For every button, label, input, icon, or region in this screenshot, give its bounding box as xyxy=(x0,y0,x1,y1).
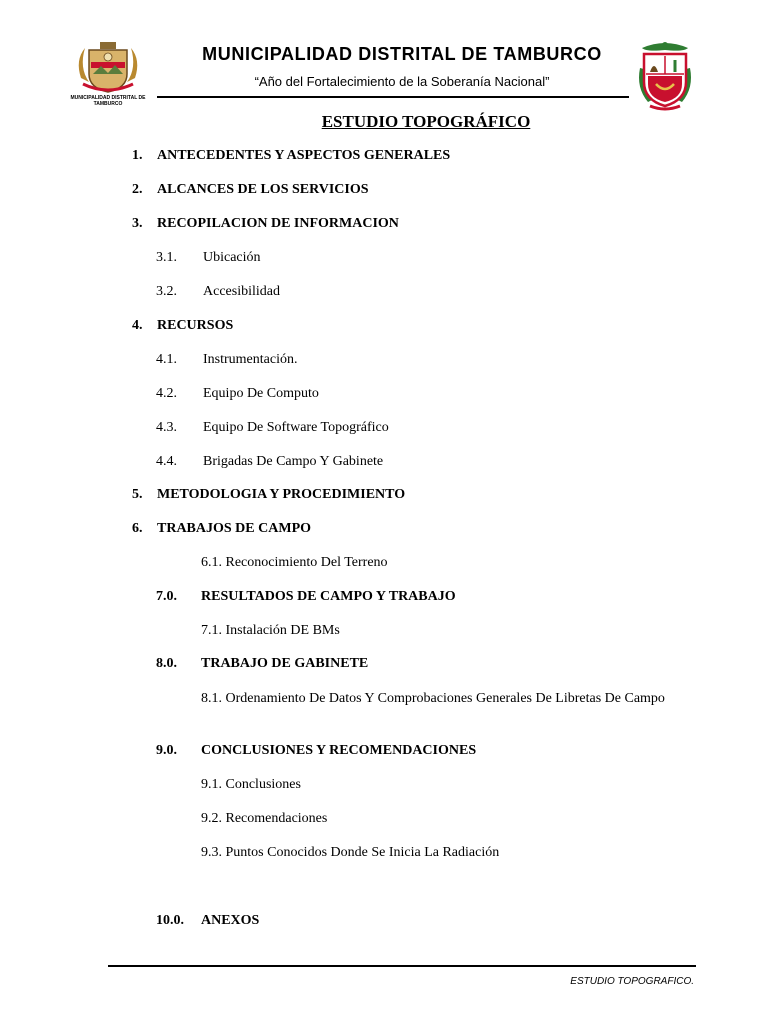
toc-label: 9.2. Recomendaciones xyxy=(201,811,328,826)
toc-label: RECOPILACION DE INFORMACION xyxy=(157,216,399,231)
toc-number: 9.0. xyxy=(156,743,177,758)
toc-label: ANEXOS xyxy=(201,913,260,928)
toc-label: CONCLUSIONES Y RECOMENDACIONES xyxy=(201,743,477,758)
toc-label: Equipo De Software Topográfico xyxy=(203,420,389,435)
toc-subsection-7-1 xyxy=(0,623,768,643)
toc-subsection-3-2 xyxy=(0,284,768,304)
toc-number: 4.3. xyxy=(156,420,177,435)
toc-section-3 xyxy=(0,216,768,236)
toc-label: Ubicación xyxy=(203,250,261,265)
toc-section-9 xyxy=(0,743,768,763)
toc-subsection-8-1: 8.1. Ordenamiento De Datos Y Comprobaciones Generales De Libretas De Campo xyxy=(201,691,665,706)
footer-divider xyxy=(108,965,696,967)
toc-number: 8.0. xyxy=(156,656,177,671)
toc-subsection-6-1 xyxy=(0,555,768,575)
toc-section-5 xyxy=(0,487,768,507)
toc-number: 4.2. xyxy=(156,386,177,401)
footer-text: ESTUDIO TOPOGRAFICO. xyxy=(570,976,694,987)
header-divider xyxy=(157,96,629,98)
toc-subsection-4-3 xyxy=(0,420,768,440)
toc-section-8 xyxy=(0,656,768,676)
peru-coat-of-arms-icon xyxy=(634,38,696,112)
toc-label: TRABAJO DE GABINETE xyxy=(201,656,369,671)
institution-name: MUNICIPALIDAD DISTRITAL DE TAMBURCO xyxy=(202,44,602,64)
toc-number: 3. xyxy=(132,216,143,231)
toc-number: 3.2. xyxy=(156,284,177,299)
toc-label: ALCANCES DE LOS SERVICIOS xyxy=(157,182,369,197)
toc-label: 9.1. Conclusiones xyxy=(201,777,301,792)
toc-label: Equipo De Computo xyxy=(203,386,319,401)
document-title: ESTUDIO TOPOGRÁFICO xyxy=(321,112,531,131)
toc-label: Accesibilidad xyxy=(203,284,280,299)
municipal-coat-of-arms-icon xyxy=(71,40,145,94)
toc-label: Instrumentación. xyxy=(203,352,298,367)
toc-number: 4.1. xyxy=(156,352,177,367)
municipal-logo xyxy=(66,40,150,107)
toc-section-4 xyxy=(0,318,768,338)
toc-label: 6.1. Reconocimiento Del Terreno xyxy=(201,555,388,570)
toc-section-2 xyxy=(0,182,768,202)
toc-label: METODOLOGIA Y PROCEDIMIENTO xyxy=(157,487,406,502)
toc-subsection-9-2 xyxy=(0,811,768,831)
toc-subsection-3-1 xyxy=(0,250,768,270)
toc-number: 7.0. xyxy=(156,589,177,604)
toc-subsection-4-2 xyxy=(0,386,768,406)
toc-number: 5. xyxy=(132,487,143,502)
toc-label: TRABAJOS DE CAMPO xyxy=(157,521,312,536)
toc-number: 6. xyxy=(132,521,143,536)
toc-number: 10.0. xyxy=(156,913,184,928)
toc-number: 1. xyxy=(132,148,143,163)
toc-number: 2. xyxy=(132,182,143,197)
toc-number: 3.1. xyxy=(156,250,177,265)
logo-caption: MUNICIPALIDAD DISTRITAL DE TAMBURCO xyxy=(70,95,146,107)
toc-number: 4. xyxy=(132,318,143,333)
toc-label: RECURSOS xyxy=(157,318,234,333)
toc-subsection-9-3 xyxy=(0,845,768,865)
toc-label: RESULTADOS DE CAMPO Y TRABAJO xyxy=(201,589,456,604)
toc-label: 7.1. Instalación DE BMs xyxy=(201,623,340,638)
toc-subsection-4-4 xyxy=(0,454,768,474)
toc-label: 9.3. Puntos Conocidos Donde Se Inicia La Radiación xyxy=(201,845,500,860)
header-motto: “Año del Fortalecimiento de la Soberanía Nacional” xyxy=(254,74,550,89)
toc-section-10 xyxy=(0,913,768,933)
toc-section-1 xyxy=(0,148,768,168)
toc-subsection-4-1 xyxy=(0,352,768,372)
toc-subsection-9-1 xyxy=(0,777,768,797)
national-logo xyxy=(634,38,696,112)
toc-label: ANTECEDENTES Y ASPECTOS GENERALES xyxy=(157,148,451,163)
toc-section-6 xyxy=(0,521,768,541)
toc-number: 4.4. xyxy=(156,454,177,469)
toc-label: Brigadas De Campo Y Gabinete xyxy=(203,454,384,469)
toc-section-7 xyxy=(0,589,768,609)
